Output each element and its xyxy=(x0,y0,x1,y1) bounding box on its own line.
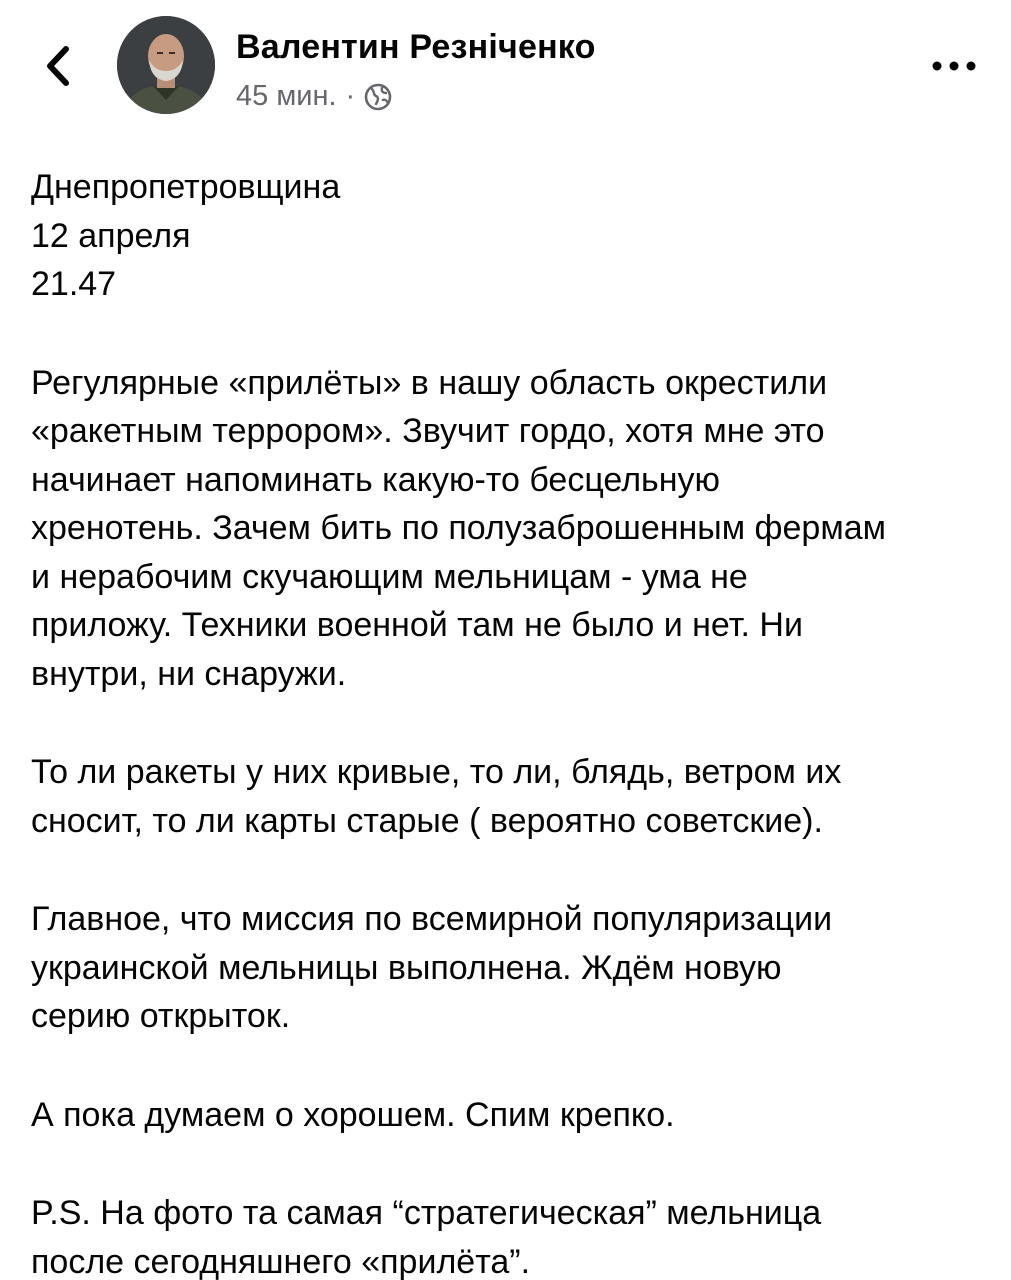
text-line: сносит, то ли карты старые ( вероятно советские). xyxy=(31,801,823,840)
post-text xyxy=(31,163,991,1280)
text-line: начинает напоминать какую-то бесцельную xyxy=(31,460,721,499)
text-line: Днепропетровщина xyxy=(31,168,341,206)
text-line: То ли ракеты у них кривые, то ли, блядь, ветром их xyxy=(31,753,842,791)
globe-icon xyxy=(364,83,392,111)
avatar[interactable] xyxy=(117,16,215,114)
post-paragraph xyxy=(31,895,991,1041)
meta-separator: · xyxy=(345,80,356,112)
text-line: Регулярные «прилёты» в нашу область окрестили xyxy=(31,363,828,402)
text-line: 12 апреля xyxy=(31,216,191,255)
chevron-left-icon xyxy=(42,45,72,87)
text-line: А пока думаем о хорошем. Спим крепко. xyxy=(31,1095,675,1134)
post-paragraph xyxy=(31,1091,991,1140)
post-paragraph xyxy=(31,748,991,845)
text-line: внутри, ни снаружи. xyxy=(31,654,347,693)
text-line: украинской мельницы выполнена. Ждём новую xyxy=(31,948,782,987)
text-line: Главное, что миссия по всемирной популяризации xyxy=(31,900,833,938)
author-name[interactable]: Валентин Резніченко xyxy=(236,28,596,66)
text-line: 21.47 xyxy=(31,265,117,303)
text-line: хренотень. Зачем бить по полузаброшенным фермам xyxy=(31,509,886,547)
post-meta xyxy=(236,80,392,113)
text-line: приложу. Техники военной там не было и нет. Ни xyxy=(31,606,803,644)
post-timestamp[interactable]: 45 мин. xyxy=(236,80,337,112)
text-line: и нерабочим скучающим мельницам - ума не xyxy=(31,557,748,596)
text-line: P.S. На фото та самая “стратегическая” мельница xyxy=(31,1194,822,1232)
post-paragraph xyxy=(31,163,991,309)
back-button[interactable] xyxy=(30,36,84,96)
post-header xyxy=(0,0,1011,140)
text-line: серию открыток. xyxy=(31,997,291,1035)
post-paragraph xyxy=(31,1189,991,1280)
text-line: «ракетным террором». Звучит гордо, хотя мне это xyxy=(31,412,825,450)
more-options-button[interactable] xyxy=(924,48,984,84)
post-paragraph xyxy=(31,359,991,699)
text-line: после сегодняшнего «прилёта”. xyxy=(31,1242,531,1280)
more-horizontal-icon xyxy=(931,60,977,72)
